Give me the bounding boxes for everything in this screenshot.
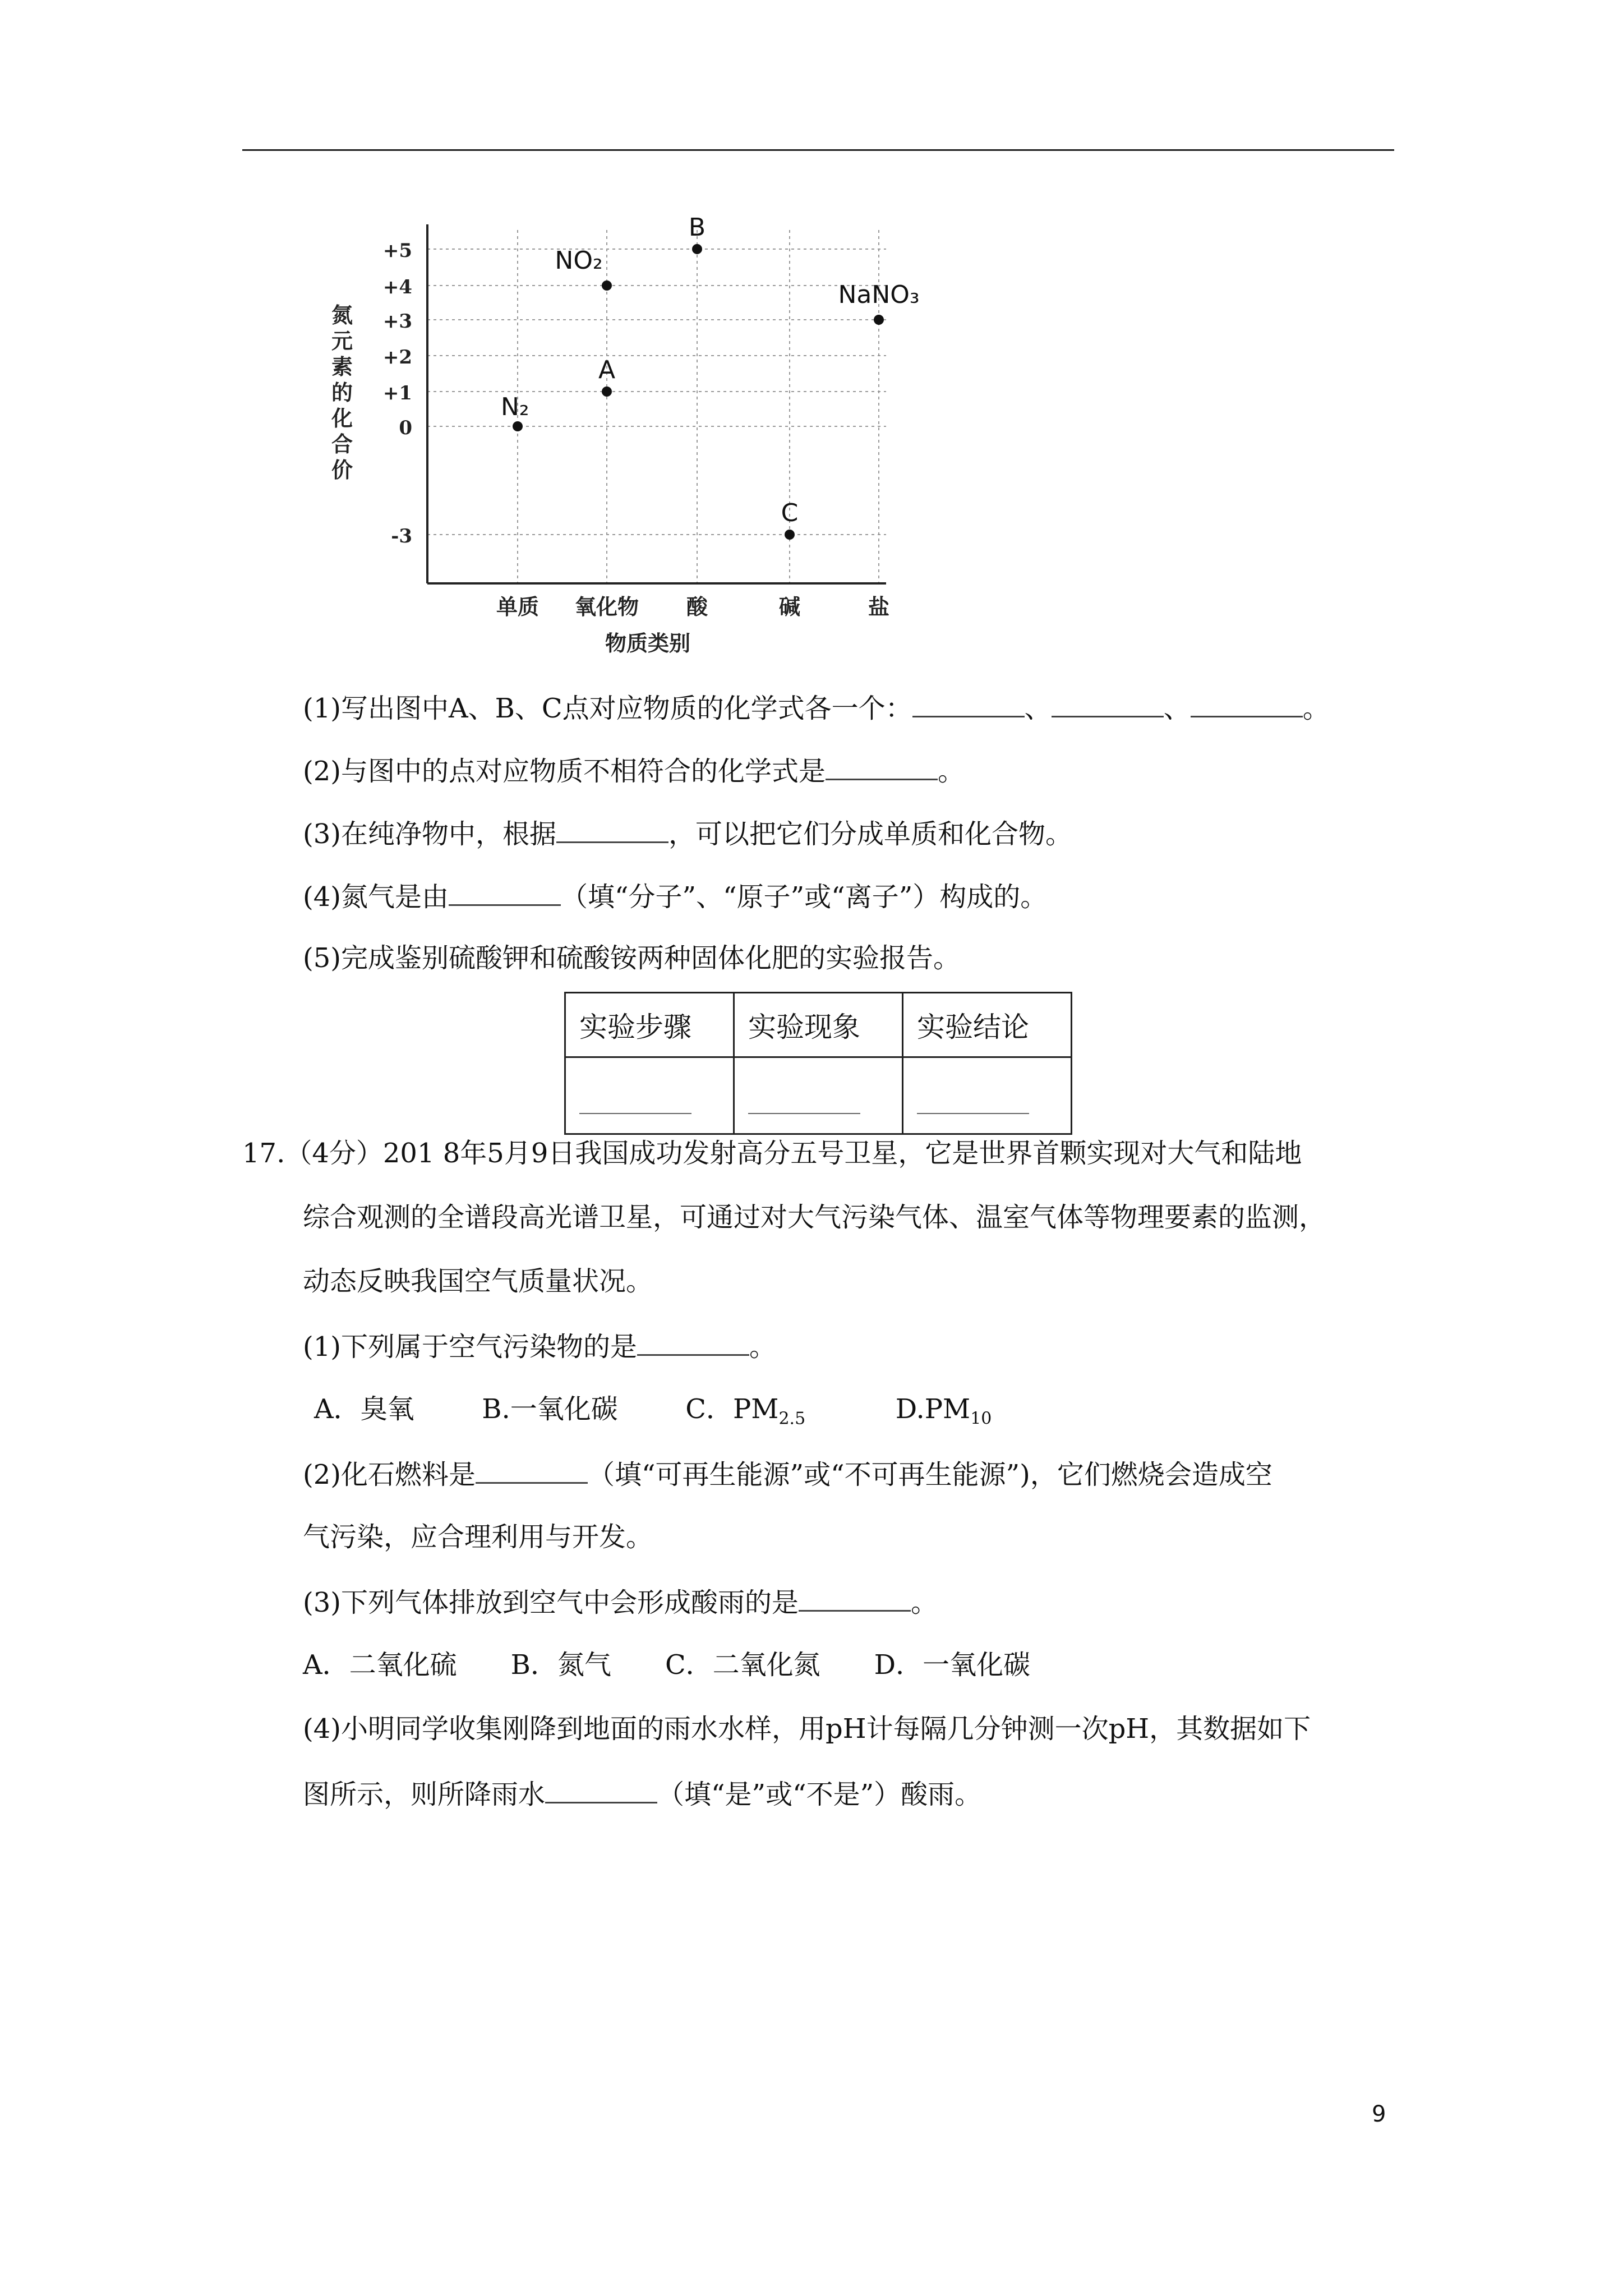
option-b[interactable]: B.一氧化碳 (482, 1393, 618, 1425)
period: 。 (938, 756, 965, 787)
point-label: C (781, 499, 799, 527)
q16-item-4-text-end: （填“分子”、“原子”或“离子”）构成的。 (561, 881, 1048, 913)
answer-blank-formula[interactable] (826, 753, 938, 780)
nitrogen-valence-chart (303, 196, 959, 662)
cell-answer-blank[interactable] (748, 1113, 860, 1114)
chart-grid (427, 230, 886, 583)
data-point (602, 280, 612, 291)
period: 。 (1302, 693, 1330, 724)
option-d[interactable] (895, 1393, 992, 1429)
option-c-text: C．PM (685, 1393, 779, 1425)
answer-blank-b[interactable] (1052, 690, 1164, 717)
cell-answer-blank[interactable] (917, 1113, 1029, 1114)
table-header-row (565, 993, 1072, 1057)
q17-item-1-options (314, 1392, 992, 1436)
data-point (692, 244, 702, 254)
x-tick-label: 酸 (686, 594, 708, 619)
y-tick-labels (383, 240, 412, 547)
q16-item-4 (303, 878, 1047, 914)
point-label: NaNO₃ (838, 280, 920, 309)
y-tick-label: -3 (391, 525, 412, 547)
q17-item-3-options: A．二氧化硫 B．氮气 C．二氧化氮 D．一氧化碳 (303, 1649, 1031, 1681)
data-point (874, 315, 884, 325)
option-c-subscript: 2.5 (778, 1409, 806, 1429)
q17-item-3 (303, 1584, 938, 1619)
table-cell-conclusion[interactable] (903, 1057, 1072, 1134)
q16-item-3-text-end: ，可以把它们分成单质和化合物。 (668, 818, 1073, 850)
y-tick-label: +3 (382, 310, 412, 333)
y-tick-label: +1 (382, 382, 412, 404)
q16-item-5-text: (5)完成鉴别硫酸钾和硫酸铵两种固体化肥的实验报告。 (303, 942, 960, 974)
page-number: 9 (1372, 2101, 1386, 2127)
answer-blank-pollutant[interactable] (637, 1328, 749, 1356)
point-label: NO₂ (555, 246, 603, 275)
table-header-conclusion: 实验结论 (903, 993, 1072, 1057)
answer-blank-energy[interactable] (476, 1456, 588, 1484)
q16-item-4-text: (4)氮气是由 (303, 881, 449, 913)
table-cell-steps[interactable] (565, 1057, 734, 1134)
separator: 、 (1024, 693, 1052, 724)
point-label: B (688, 213, 706, 242)
q17-intro-line-2: 综合观测的全谱段高光谱卫星，可通过对大气污染气体、温室气体等物理要素的监测， (303, 1202, 1326, 1233)
q17-intro-line-3: 动态反映我国空气质量状况。 (303, 1266, 653, 1297)
q17-item-2 (303, 1456, 1272, 1492)
q17-item-4-text-end: （填“是”或“不是”）酸雨。 (657, 1779, 982, 1810)
period: 。 (911, 1587, 938, 1618)
data-point (602, 386, 612, 397)
y-tick-label: +2 (382, 346, 412, 369)
answer-blank-basis[interactable] (556, 816, 668, 843)
q16-item-1-text: (1)写出图中A、B、C点对应物质的化学式各一个： (303, 693, 912, 724)
q17-item-2-text-end: （填“可再生能源”或“不可再生能源”)，它们燃烧会造成空 (588, 1459, 1272, 1490)
q16-item-1 (303, 690, 1330, 725)
answer-blank-c[interactable] (1191, 690, 1303, 717)
answer-blank-a[interactable] (912, 690, 1025, 717)
q17-item-1-text: (1)下列属于空气污染物的是 (303, 1331, 637, 1363)
cell-answer-blank[interactable] (579, 1113, 691, 1114)
q16-item-3-text: (3)在纯净物中，根据 (303, 818, 556, 850)
period: 。 (749, 1331, 777, 1363)
q17-item-3-text: (3)下列气体排放到空气中会形成酸雨的是 (303, 1587, 799, 1618)
point-label: A (598, 356, 616, 384)
answer-blank-acid-rain[interactable] (799, 1584, 911, 1612)
point-label: N₂ (501, 393, 529, 421)
y-tick-label: 0 (399, 417, 412, 439)
q16-item-2-text: (2)与图中的点对应物质不相符合的化学式是 (303, 756, 826, 787)
table-cell-phenomena[interactable] (734, 1057, 903, 1134)
y-tick-label: +4 (382, 276, 412, 298)
data-point (785, 530, 795, 540)
q17-item-4-cont (303, 1776, 981, 1811)
x-tick-labels (496, 594, 889, 619)
option-c[interactable] (685, 1393, 806, 1429)
q17-item-4-text: 图所示，则所降雨水 (303, 1779, 546, 1810)
q17-item-4: (4)小明同学收集刚降到地面的雨水水样，用pH计每隔几分钟测一次pH，其数据如下 (303, 1713, 1311, 1745)
option-d-subscript: 10 (970, 1409, 992, 1429)
y-tick-label: +5 (382, 240, 412, 262)
answer-blank-is-acid[interactable] (545, 1776, 657, 1803)
q17-item-1 (303, 1328, 776, 1364)
table-header-phenomena: 实验现象 (734, 993, 903, 1057)
x-axis-label: 物质类别 (605, 631, 691, 656)
q17-item-2-cont: 气污染，应合理利用与开发。 (303, 1521, 653, 1553)
answer-blank-particle[interactable] (449, 878, 561, 906)
data-point (513, 421, 523, 431)
q17-item-2-text: (2)化石燃料是 (303, 1459, 476, 1490)
y-axis-label: 氮元素的化合价 (331, 302, 353, 482)
q16-item-5 (303, 941, 960, 975)
x-tick-label: 碱 (778, 594, 801, 619)
table-header-steps: 实验步骤 (565, 993, 734, 1057)
data-points (501, 213, 920, 540)
x-tick-label: 单质 (496, 594, 540, 619)
option-d-text: D.PM (895, 1393, 971, 1425)
q16-item-3 (303, 816, 1072, 851)
header-rule (242, 149, 1394, 151)
option-a[interactable]: A．臭氧 (314, 1393, 414, 1425)
experiment-report-table (564, 992, 1072, 1135)
separator: 、 (1163, 693, 1191, 724)
x-tick-label: 盐 (868, 594, 890, 619)
table-row (565, 1057, 1072, 1134)
x-tick-label: 氧化物 (574, 594, 639, 619)
q16-item-2 (303, 753, 965, 788)
q17-intro-line-1: 17.（4分）201 8年5月9日我国成功发射高分五号卫星，它是世界首颗实现对大气和陆地 (242, 1138, 1302, 1169)
